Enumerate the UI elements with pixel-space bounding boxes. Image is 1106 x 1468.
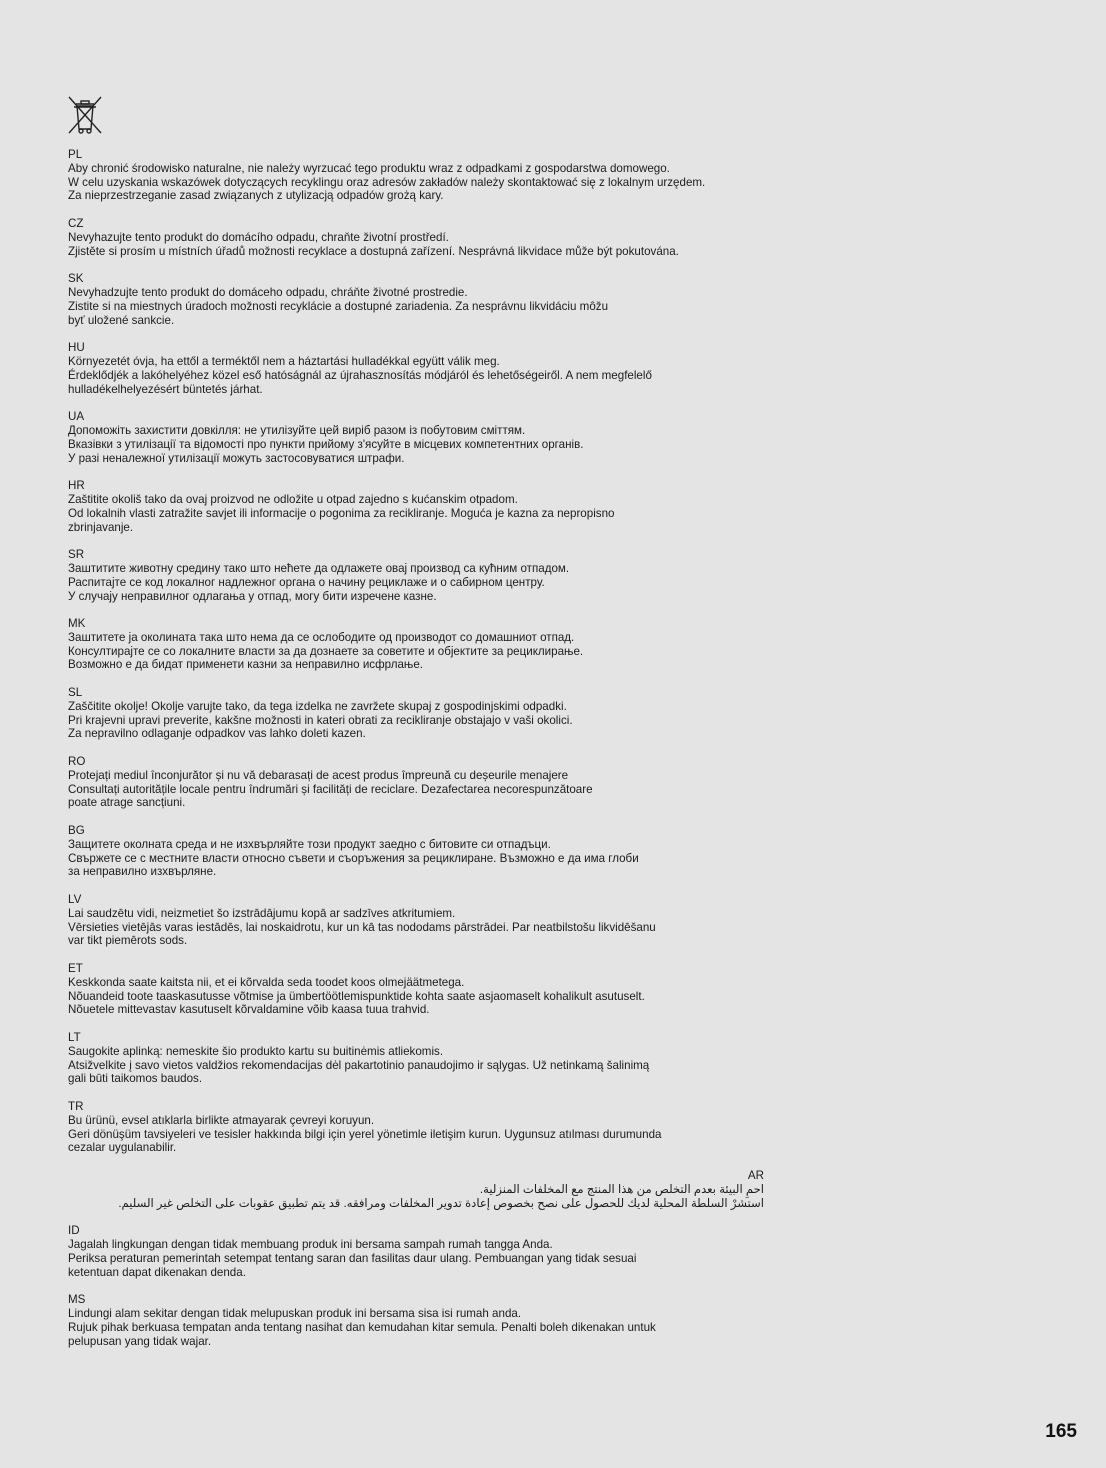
instruction-line: Свържете се с местните власти относно съвети и съоръжения за рециклиране. Възможно е да има глоби: [68, 851, 639, 865]
instruction-line: Zaščitite okolje! Okolje varujte tako, da tega izdelka ne zavržete skupaj z gospodinjskimi odpadki.: [68, 699, 567, 713]
instruction-line: Nevyhadzujte tento produkt do domáceho odpadu, chráňte životné prostredie.: [68, 285, 468, 299]
language-code: UA: [68, 410, 85, 424]
instruction-line: Keskkonda saate kaitsta nii, et ei kõrvalda seda toodet koos olmejäätmetega.: [68, 975, 465, 989]
instruction-line: Возможно е да бидат применети казни за неправилно исфрлање.: [68, 658, 423, 672]
instruction-line: У случају неправилног одлагања у отпад, могу бити изречене казне.: [68, 589, 437, 603]
instruction-line: Protejați mediul înconjurător și nu vă debarasați de acest produs împreună cu deșeurile menajere: [68, 768, 569, 782]
language-section-et: [68, 962, 768, 1017]
instruction-line: У разі неналежної утилізації можуть застосовуватися штрафи.: [68, 451, 405, 465]
instruction-line: Консултирајте се со локалните власти за да дознаете за советите и објектите за рециклирање.: [68, 644, 584, 658]
instruction-line: Periksa peraturan pemerintah setempat tentang saran dan fasilitas daur ulang. Pembuangan yang tidak sesuai: [68, 1251, 637, 1265]
language-section-hu: [68, 341, 768, 396]
instruction-line: Nõuetele mittevastav kasutuselt kõrvaldamine võib kaasa tuua trahvid.: [68, 1003, 430, 1017]
instruction-line: Geri dönüşüm tavsiyeleri ve tesisler hakkında bilgi için yerel yönetimle iletişim kurun. Uygunsuz atılması durumunda: [68, 1127, 662, 1141]
language-section-sk: [68, 272, 768, 327]
instruction-line: Заштитете ја околината така што нема да се ослободите од производот со домашниот отпад.: [68, 630, 575, 644]
instruction-line: Saugokite aplinką: nemeskite šio produkto kartu su buitinėmis atliekomis.: [68, 1044, 444, 1058]
language-code: BG: [68, 824, 85, 838]
language-section-tr: [68, 1100, 768, 1155]
instruction-line: Vērsieties vietējās varas iestādēs, lai noskaidrotu, kur un kā tas nododams pārstrādei. Par neatbilstošu likvidēšanu: [68, 920, 656, 934]
instruction-line: Lai saudzētu vidi, neizmetiet šo izstrādājumu kopā ar sadzīves atkritumiem.: [68, 906, 456, 920]
instruction-line: Consultați autoritățile locale pentru îndrumări și facilități de reciclare. Dezafectarea necorespunzătoare: [68, 782, 593, 796]
instruction-line: Zistite si na miestnych úradoch možnosti recyklácie a dostupné zariadenia. Za nesprávnu likvidáciu môžu: [68, 299, 609, 313]
instruction-line: Za nepravilno odlaganje odpadkov vas lahko doleti kazen.: [68, 727, 366, 741]
instruction-line: Bu ürünü, evsel atıklarla birlikte atmayarak çevreyi koruyun.: [68, 1113, 375, 1127]
instruction-line: Zaštitite okoliš tako da ovaj proizvod ne odložite u otpad zajedno s kućanskim otpadom.: [68, 492, 518, 506]
language-section-bg: [68, 824, 768, 879]
instruction-line: Atsižvelkite į savo vietos valdžios rekomendacijas dėl pakartotinio panaudojimo ir sąlygas. Už netinkamą šalinimą: [68, 1058, 650, 1072]
instruction-line: Распитајте се код локалног надлежног органа о начину рециклаже и о сабирном центру.: [68, 575, 545, 589]
instruction-line: pelupusan yang tidak wajar.: [68, 1334, 212, 1348]
instruction-line: Pri krajevni upravi preverite, kakšne možnosti in kateri obrati za recikliranje obstajajo v vaši okolici.: [68, 713, 573, 727]
crossed-out-wheelie-bin-icon: [66, 95, 104, 135]
instruction-line: ketentuan dapat dikenakan denda.: [68, 1265, 246, 1279]
language-section-mk: [68, 617, 768, 672]
language-code: LV: [68, 893, 82, 907]
language-code: AR: [747, 1168, 764, 1182]
instruction-line: zbrinjavanje.: [68, 520, 134, 534]
instruction-line: byť uložené sankcie.: [68, 313, 175, 327]
instruction-line: Zjistěte si prosím u místních úřadů možnosti recyklace a dostupná zařízení. Nesprávná likvidace může být pokutována.: [68, 244, 679, 258]
language-section-hr: [68, 479, 768, 534]
language-code: LT: [68, 1031, 81, 1044]
instruction-line: var tikt piemērots sods.: [68, 934, 188, 948]
language-section-cz: [68, 217, 768, 258]
instruction-line: Jagalah lingkungan dengan tidak membuang produk ini bersama sampah rumah tangga Anda.: [68, 1237, 553, 1251]
instruction-line: Вказівки з утилізації та відомості про пункти прийому з'ясуйте в місцевих компетентних органів.: [68, 437, 584, 451]
language-code: MK: [68, 617, 86, 631]
language-section-ro: [68, 755, 768, 810]
instruction-line: Od lokalnih vlasti zatražite savjet ili informacije o pogonima za recikliranje. Moguća je kazna za nepropisno: [68, 506, 615, 520]
instruction-line: poate atrage sancțiuni.: [68, 796, 186, 810]
instruction-line: Заштитите животну средину тако што нећете да одлажете овај производ са кућним отпадом.: [68, 561, 570, 575]
language-section-ua: [68, 410, 768, 465]
language-code: PL: [68, 148, 83, 161]
language-section-sr: [68, 548, 768, 603]
instruction-line: Допоможіть захистити довкілля: не утилізуйте цей виріб разом із побутовим сміттям.: [68, 423, 526, 437]
instruction-line: Za nieprzestrzeganie zasad związanych z utylizacją odpadów grożą kary.: [68, 189, 444, 203]
language-section-lt: [68, 1031, 768, 1086]
instruction-line: hulladékelhelyezésért büntetés járhat.: [68, 382, 263, 396]
language-code: CZ: [68, 216, 84, 230]
instruction-line: Aby chronić środowisko naturalne, nie należy wyrzucać tego produktu wraz z odpadkami z gospodarstwa domowego.: [68, 161, 670, 175]
language-code: ID: [68, 1224, 80, 1238]
instruction-line: Érdeklődjék a lakóhelyéhez közel eső hatóságnál az újrahasznosítás módjáról és lehetőségeiről. A nem megfelelő: [68, 368, 652, 382]
instruction-line: Rujuk pihak berkuasa tempatan anda tentang nasihat dan kemudahan kitar semula. Penalti boleh dikenakan untuk: [68, 1320, 656, 1334]
language-code: HU: [68, 341, 85, 355]
instruction-line: استشرْ السلطة المحلية لديك للحصول على نصح بخصوص إعادة تدوير المخلفات ومرافقه. قد يتم تطبيق عقوبات على التخلص غير السليم.: [118, 1196, 764, 1210]
instruction-line: احمِ البيئة بعدم التخلص من هذا المنتج مع المخلفات المنزلية.: [479, 1182, 764, 1196]
language-code: SL: [68, 686, 83, 700]
instruction-line: cezalar uygulanabilir.: [68, 1141, 177, 1155]
language-section-pl: [68, 148, 768, 203]
language-section-ms: [68, 1293, 768, 1348]
instruction-line: gali būti taikomos baudos.: [68, 1072, 203, 1086]
language-section-lv: [68, 893, 768, 948]
instruction-line: Защитете околната среда и не изхвърляйте този продукт заедно с битовите си отпадъци.: [68, 837, 551, 851]
instruction-line: за неправилно изхвърляне.: [68, 865, 217, 879]
language-section-sl: [68, 686, 768, 741]
language-section-ar: [68, 1169, 764, 1210]
instruction-line: Nevyhazujte tento produkt do domácího odpadu, chraňte životní prostředí.: [68, 230, 449, 244]
instruction-line: Lindungi alam sekitar dengan tidak melupuskan produk ini bersama sisa isi rumah anda.: [68, 1306, 522, 1320]
page-number: 165: [1045, 1421, 1077, 1442]
instruction-line: Nõuandeid toote taaskasutusse võtmise ja ümbertöötlemispunktide kohta saate asjaomaselt kohalikult asutuselt.: [68, 989, 645, 1003]
language-code: SR: [68, 548, 85, 562]
disposal-instructions: [68, 148, 768, 1362]
language-code: SK: [68, 272, 84, 286]
language-code: RO: [68, 755, 86, 769]
language-code: ET: [68, 962, 83, 976]
language-code: TR: [68, 1099, 84, 1113]
instruction-line: Környezetét óvja, ha ettől a terméktől nem a háztartási hulladékkal együtt válik meg.: [68, 354, 500, 368]
instruction-line: W celu uzyskania wskazówek dotyczących recyklingu oraz adresów zakładów należy skontaktować się z lokalnym urzędem.: [68, 175, 706, 189]
language-code: MS: [68, 1293, 86, 1307]
language-section-id: [68, 1224, 768, 1279]
language-code: HR: [68, 479, 85, 493]
